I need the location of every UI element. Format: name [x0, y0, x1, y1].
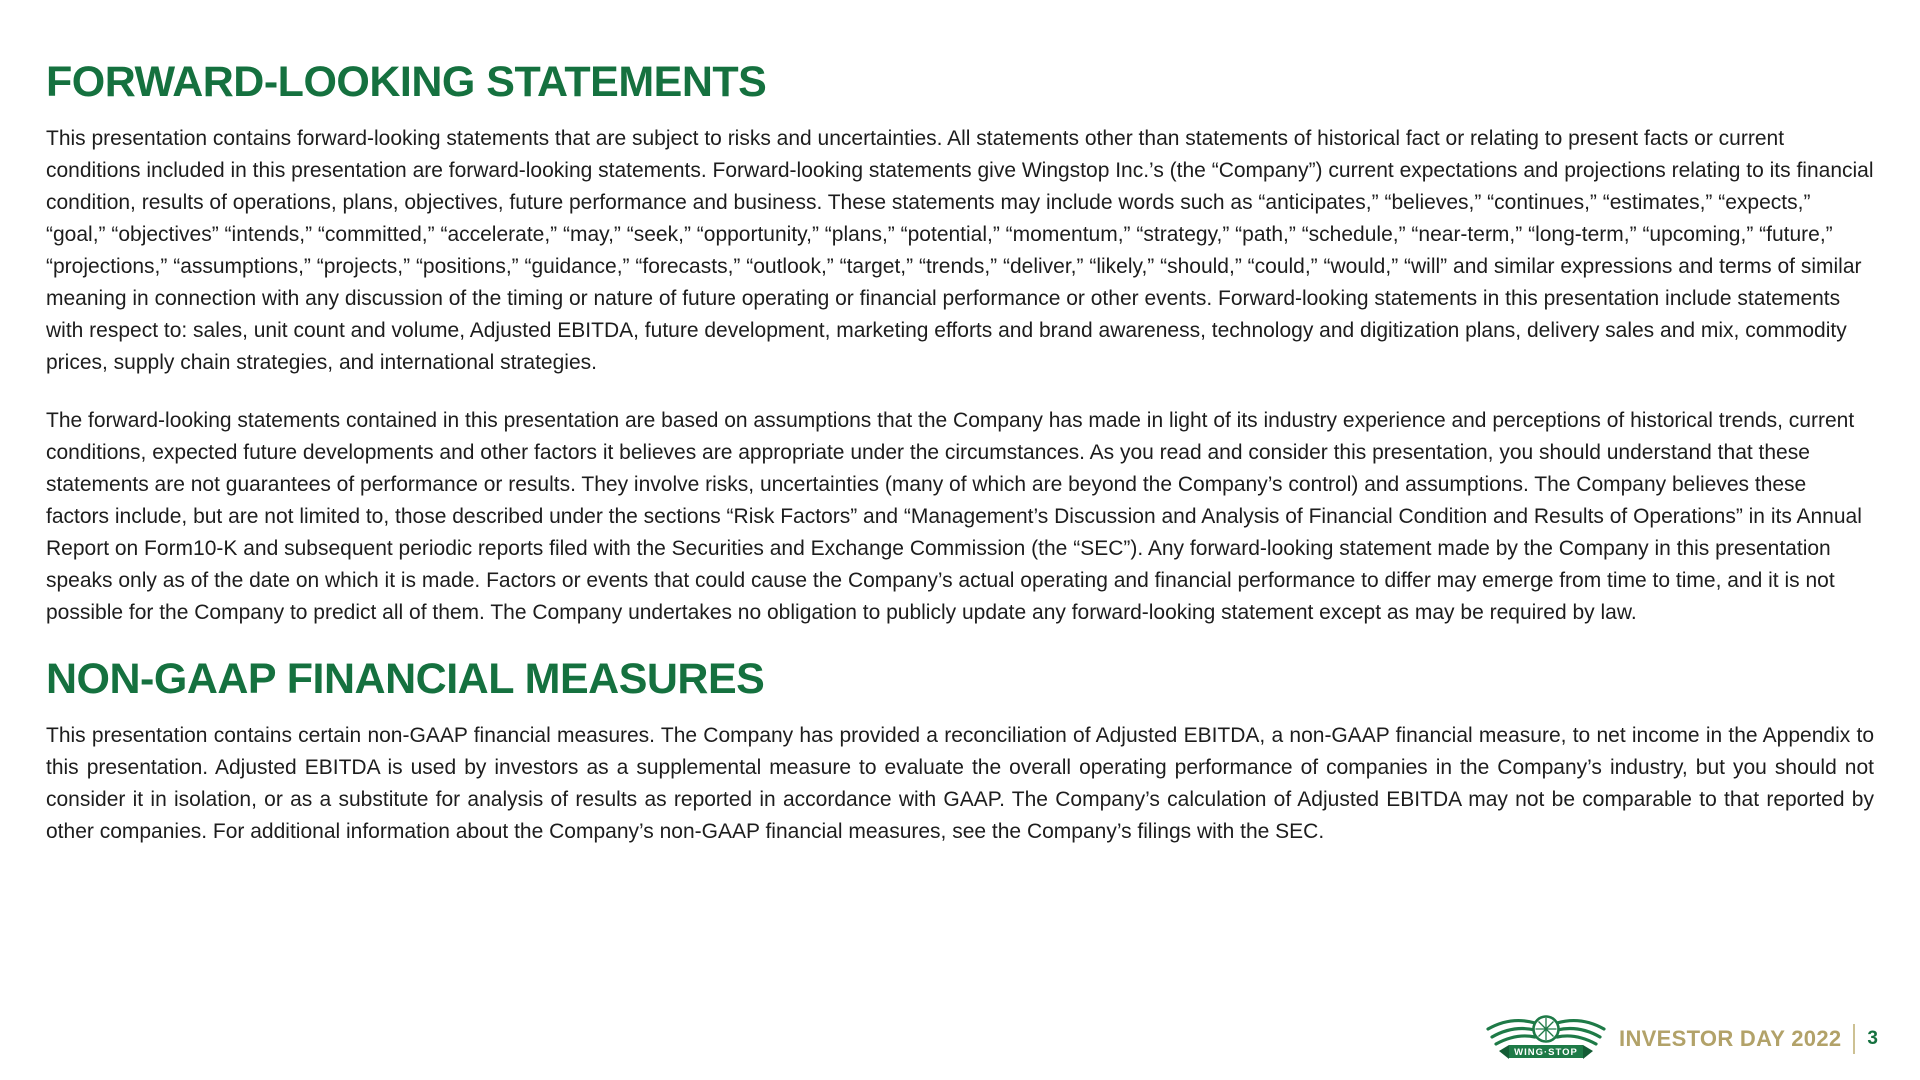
non-gaap-title: NON-GAAP FINANCIAL MEASURES: [46, 655, 765, 703]
page-number: 3: [1867, 1028, 1878, 1049]
wingstop-logo-icon: [1485, 1012, 1607, 1066]
non-gaap-section: [46, 655, 1874, 848]
logo-banner-text: WING·STOP: [1514, 1047, 1578, 1058]
forward-looking-section: [46, 58, 1874, 629]
footer-divider: [1853, 1024, 1855, 1054]
forward-looking-paragraph-2: The forward-looking statements contained in this presentation are based on assumptions that the Company has made in light of its industry experience and perceptions of historical trends, current conditions, expected future developments and other factors it believes are appropriate under the circumstances. As you read and consider this presentation, you should understand that these statements are not guarantees of performance or results. They involve risks, uncertainties (many of which are beyond the Company’s control) and assumptions. The Company believes these factors include, but are not limited to, those described under the sections “Risk Factors” and “Management’s Discussion and Analysis of Financial Condition and Results of Operations” in its Annual Report on Form10-K and subsequent periodic reports filed with the Securities and Exchange Commission (the “SEC”). Any forward-looking statement made by the Company in this presentation speaks only as of the date on which it is made. Factors or events that could cause the Company’s actual operating and financial performance to differ may emerge from time to time, and it is not possible for the Company to predict all of them. The Company undertakes no obligation to publicly update any forward-looking statement except as may be required by law.: [46, 409, 1862, 624]
event-label: INVESTOR DAY 2022: [1619, 1026, 1842, 1051]
forward-looking-title: FORWARD-LOOKING STATEMENTS: [46, 58, 767, 106]
slide-footer: [1485, 1012, 1882, 1066]
forward-looking-paragraph-1: This presentation contains forward-looking statements that are subject to risks and uncertainties. All statements other than statements of historical fact or relating to present facts or current conditions included in this presentation are forward-looking statements. Forward-looking statements give Wingstop Inc.’s (the “Company”) current expectations and projections relating to its financial condition, results of operations, plans, objectives, future performance and business. These statements may include words such as “anticipates,” “believes,” “continues,” “estimates,” “expects,” “goal,” “objectives” “intends,” “committed,” “accelerate,” “may,” “seek,” “opportunity,” “plans,” “potential,” “momentum,” “strategy,” “path,” “schedule,” “near-term,” “long-term,” “upcoming,” “future,” “projections,” “assumptions,” “projects,” “positions,” “guidance,” “forecasts,” “outlook,” “target,” “trends,” “deliver,” “likely,” “should,” “could,” “would,” “will” and similar expressions and terms of similar meaning in connection with any discussion of the timing or nature of future operating or financial performance or other events. Forward-looking statements in this presentation include statements with respect to: sales, unit count and volume, Adjusted EBITDA, future development, marketing efforts and brand awareness, technology and digitization plans, delivery sales and mix, commodity prices, supply chain strategies, and international strategies.: [46, 127, 1874, 374]
non-gaap-paragraph: This presentation contains certain non-GAAP financial measures. The Company has provided a reconciliation of Adjusted EBITDA, a non-GAAP financial measure, to net income in the Appendix to this presentation. Adjusted EBITDA is used by investors as a supplemental measure to evaluate the overall operating performance of companies in the Company’s industry, but you should not consider it in isolation, or as a substitute for analysis of results as reported in accordance with GAAP. The Company’s calculation of Adjusted EBITDA may not be comparable to that reported by other companies. For additional information about the Company’s non-GAAP financial measures, see the Company’s filings with the SEC.: [46, 724, 1874, 843]
